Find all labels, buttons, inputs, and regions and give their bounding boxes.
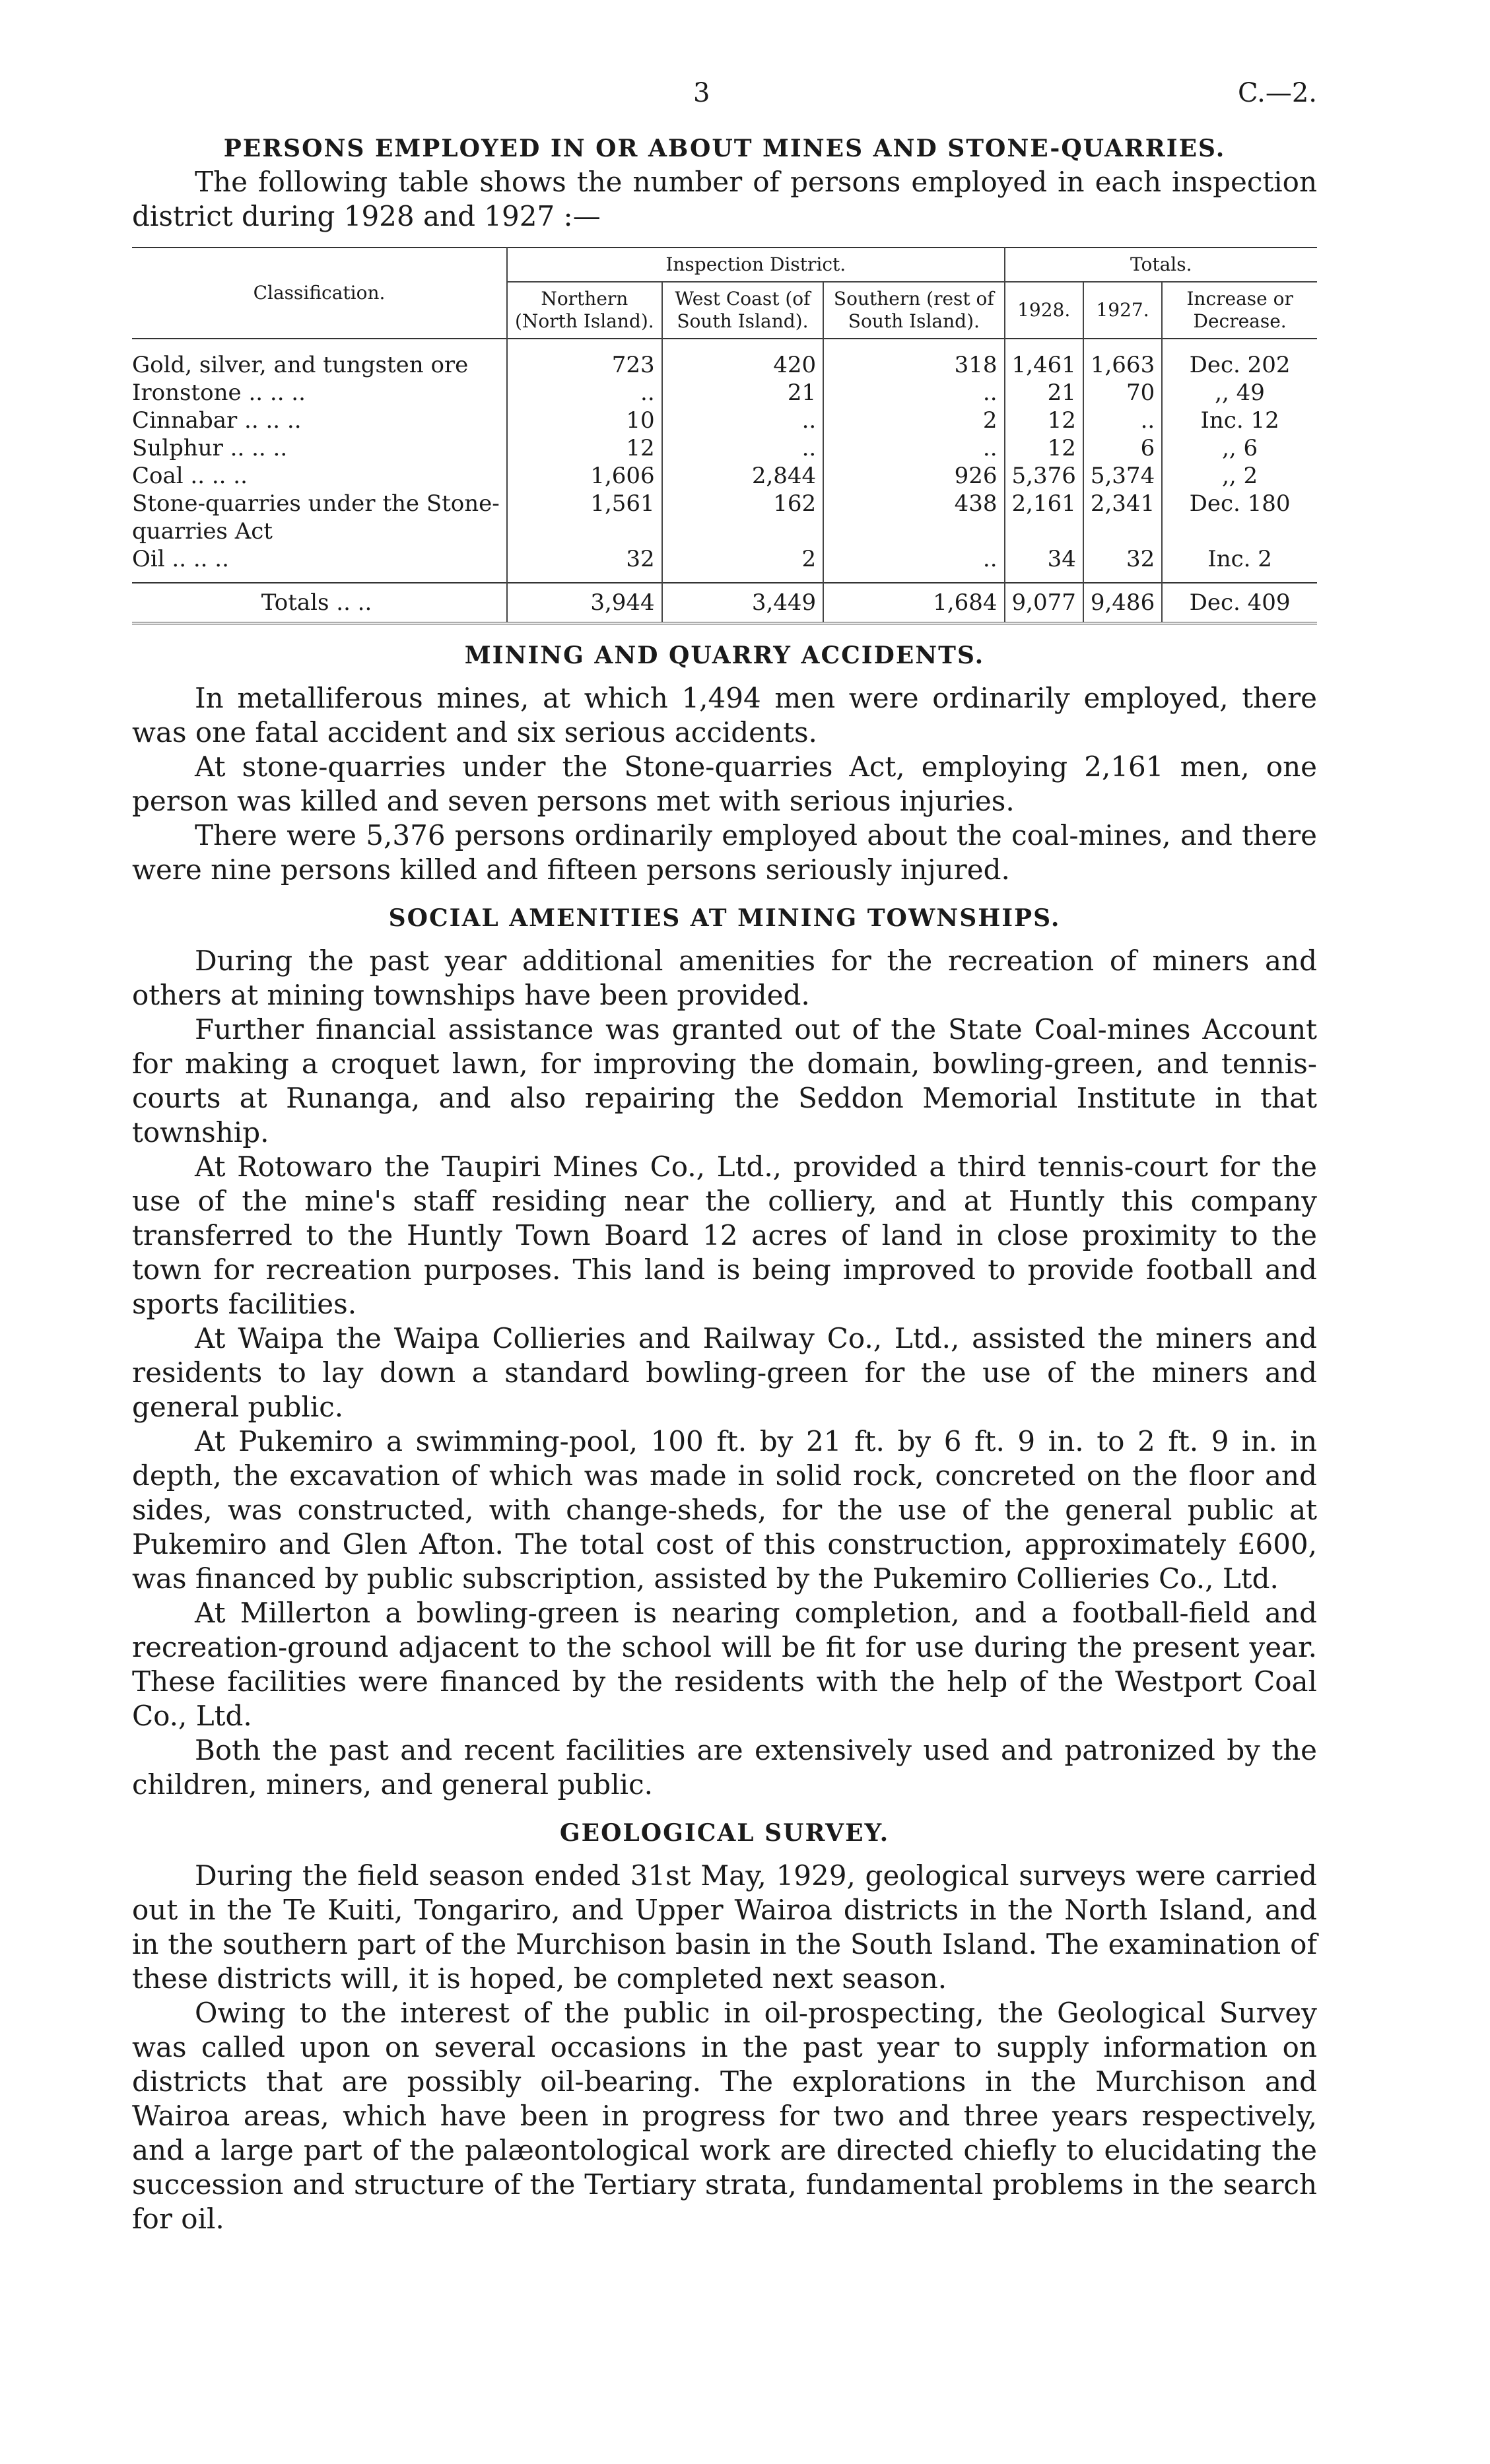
- cell-classification: Coal .. .. ..: [132, 463, 248, 489]
- cell-classification: Sulphur .. .. ..: [132, 435, 288, 461]
- table-row: [132, 407, 1317, 434]
- cell-northern: 1,606: [507, 462, 662, 490]
- accidents-paragraph: At stone-quarries under the Stone-quarries Act, employing 2,161 men, one person was killed and seven persons met with serious injuries.: [132, 750, 1317, 817]
- cell-1928: 2,161: [1005, 490, 1083, 545]
- total-1927: 9,486: [1083, 583, 1162, 623]
- totals-label: Totals .. ..: [132, 583, 507, 623]
- cell-classification: Stone-quarries under the Stone-quarries Act: [132, 490, 500, 545]
- col-1927: 1927.: [1083, 282, 1162, 339]
- totals-row: [132, 583, 1317, 623]
- cell-1928: 34: [1005, 545, 1083, 583]
- cell-northern: 12: [507, 434, 662, 462]
- cell-west-coast: ..: [662, 407, 824, 434]
- amenities-paragraph: Both the past and recent facilities are extensively used and patronized by the children, miners, and general public.: [132, 1734, 1317, 1801]
- group-totals: Totals.: [1005, 248, 1317, 282]
- cell-change: ,, 2: [1162, 462, 1317, 490]
- cell-classification: Ironstone .. .. ..: [132, 380, 306, 406]
- cell-southern: 2: [823, 407, 1004, 434]
- cell-southern: 318: [823, 339, 1004, 379]
- col-increase-decrease: Increase or Decrease.: [1162, 282, 1317, 339]
- cell-northern: 10: [507, 407, 662, 434]
- cell-west-coast: 420: [662, 339, 824, 379]
- amenities-section: [132, 902, 1317, 1802]
- cell-classification: Cinnabar .. .. ..: [132, 407, 302, 434]
- table-row: [132, 434, 1317, 462]
- amenities-paragraph: At Waipa the Waipa Collieries and Railway Co., Ltd., assisted the miners and residents to lay down a standard bowling-green for the use of the miners and general public.: [132, 1322, 1317, 1423]
- geology-paragraph: During the field season ended 31st May, 1929, geological surveys were carried out in the Te Kuiti, Tongariro, and Upper Wairoa districts in the North Island, and in the southern part of the Murchison basin in the South Island. The examination of these districts will, it is hoped, be completed next season.: [132, 1859, 1317, 1995]
- col-west-coast: West Coast (of South Island).: [662, 282, 824, 339]
- cell-northern: 1,561: [507, 490, 662, 545]
- cell-1927: 2,341: [1083, 490, 1162, 545]
- table-row: [132, 490, 1317, 545]
- table-row: [132, 462, 1317, 490]
- cell-southern: 926: [823, 462, 1004, 490]
- cell-northern: 32: [507, 545, 662, 583]
- cell-classification: Gold, silver, and tungsten ore: [132, 352, 469, 378]
- cell-1928: 12: [1005, 407, 1083, 434]
- cell-southern: ..: [823, 434, 1004, 462]
- total-change: Dec. 409: [1162, 583, 1317, 623]
- total-northern: 3,944: [507, 583, 662, 623]
- cell-northern: ..: [507, 379, 662, 407]
- cell-west-coast: 21: [662, 379, 824, 407]
- group-inspection-district: Inspection District.: [507, 248, 1005, 282]
- amenities-paragraph: Further financial assistance was granted out of the State Coal-mines Account for making a croquet lawn, for improving the domain, bowling-green, and tennis-courts at Runanga, and also repairing the Seddon Memorial Institute in that township.: [132, 1013, 1317, 1149]
- page-content: [132, 132, 1317, 2236]
- cell-northern: 723: [507, 339, 662, 379]
- cell-1927: 70: [1083, 379, 1162, 407]
- cell-classification: Oil .. .. ..: [132, 546, 229, 572]
- accidents-section: [132, 639, 1317, 887]
- col-classification: Classification.: [253, 282, 386, 304]
- accidents-heading: MINING AND QUARRY ACCIDENTS.: [464, 642, 985, 669]
- geology-heading: GEOLOGICAL SURVEY.: [559, 1819, 890, 1847]
- geology-paragraph: Owing to the interest of the public in oil-prospecting, the Geological Survey was called upon on several occasions in the past year to supply information on districts that are possibly oil-bearing. The explorations in the Murchison and Wairoa areas, which have been in progress for two and three years respectively, and a large part of the palæontological work are directed chiefly to elucidating the succession and structure of the Tertiary strata, fundamental problems in the search for oil.: [132, 1997, 1317, 2235]
- amenities-heading: SOCIAL AMENITIES AT MINING TOWNSHIPS.: [388, 904, 1061, 932]
- amenities-paragraph: At Rotowaro the Taupiri Mines Co., Ltd., provided a third tennis-court for the use of the mine's staff residing near the colliery, and at Huntly this company transferred to the Huntly Town Board 12 acres of land in close proximity to the town for recreation purposes. This land is being improved to provide football and sports facilities.: [132, 1150, 1317, 1320]
- document-reference: C.—2.: [1237, 78, 1317, 108]
- cell-1927: 5,374: [1083, 462, 1162, 490]
- cell-1928: 12: [1005, 434, 1083, 462]
- table-row: [132, 379, 1317, 407]
- cell-southern: ..: [823, 545, 1004, 583]
- cell-1927: 32: [1083, 545, 1162, 583]
- total-1928: 9,077: [1005, 583, 1083, 623]
- total-west-coast: 3,449: [662, 583, 824, 623]
- amenities-paragraph: At Millerton a bowling-green is nearing completion, and a football-field and recreation-ground adjacent to the school will be fit for use during the present year. These facilities were financed by the residents with the help of the Westport Coal Co., Ltd.: [132, 1597, 1317, 1732]
- amenities-paragraph: During the past year additional amenities for the recreation of miners and others at mining townships have been provided.: [132, 945, 1317, 1011]
- accidents-paragraph: There were 5,376 persons ordinarily employed about the coal-mines, and there were nine persons killed and fifteen persons seriously injured.: [132, 819, 1317, 886]
- amenities-paragraph: At Pukemiro a swimming-pool, 100 ft. by 21 ft. by 6 ft. 9 in. to 2 ft. 9 in. in depth, the excavation of which was made in solid rock, concreted on the floor and sides, was constructed, with change-sheds, for the use of the general public at Pukemiro and Glen Afton. The total cost of this construction, approximately £600, was financed by public subscription, assisted by the Pukemiro Collieries Co., Ltd.: [132, 1425, 1317, 1595]
- cell-change: Dec. 202: [1162, 339, 1317, 379]
- cell-west-coast: ..: [662, 434, 824, 462]
- geology-section: [132, 1816, 1317, 2236]
- total-southern: 1,684: [823, 583, 1004, 623]
- cell-west-coast: 2: [662, 545, 824, 583]
- page-header: [0, 78, 1490, 117]
- cell-1927: 1,663: [1083, 339, 1162, 379]
- cell-change: ,, 6: [1162, 434, 1317, 462]
- cell-change: Inc. 12: [1162, 407, 1317, 434]
- table-row: [132, 545, 1317, 583]
- cell-1928: 5,376: [1005, 462, 1083, 490]
- cell-west-coast: 2,844: [662, 462, 824, 490]
- cell-west-coast: 162: [662, 490, 824, 545]
- employment-table: [132, 247, 1317, 624]
- cell-1928: 21: [1005, 379, 1083, 407]
- table-row: [132, 339, 1317, 379]
- cell-change: Inc. 2: [1162, 545, 1317, 583]
- cell-change: Dec. 180: [1162, 490, 1317, 545]
- page-number: 3: [693, 78, 710, 108]
- col-southern: Southern (rest of South Island).: [823, 282, 1004, 339]
- employment-intro: The following table shows the number of persons employed in each inspection district during 1928 and 1927 :—: [132, 166, 1317, 232]
- cell-change: ,, 49: [1162, 379, 1317, 407]
- col-1928: 1928.: [1005, 282, 1083, 339]
- cell-southern: 438: [823, 490, 1004, 545]
- cell-1928: 1,461: [1005, 339, 1083, 379]
- employment-heading: PERSONS EMPLOYED IN OR ABOUT MINES AND STONE-QUARRIES.: [223, 135, 1226, 162]
- employment-section: [132, 132, 1317, 624]
- cell-1927: 6: [1083, 434, 1162, 462]
- col-northern: Northern (North Island).: [507, 282, 662, 339]
- cell-southern: ..: [823, 379, 1004, 407]
- accidents-paragraph: In metalliferous mines, at which 1,494 men were ordinarily employed, there was one fatal accident and six serious accidents.: [132, 682, 1317, 749]
- cell-1927: ..: [1083, 407, 1162, 434]
